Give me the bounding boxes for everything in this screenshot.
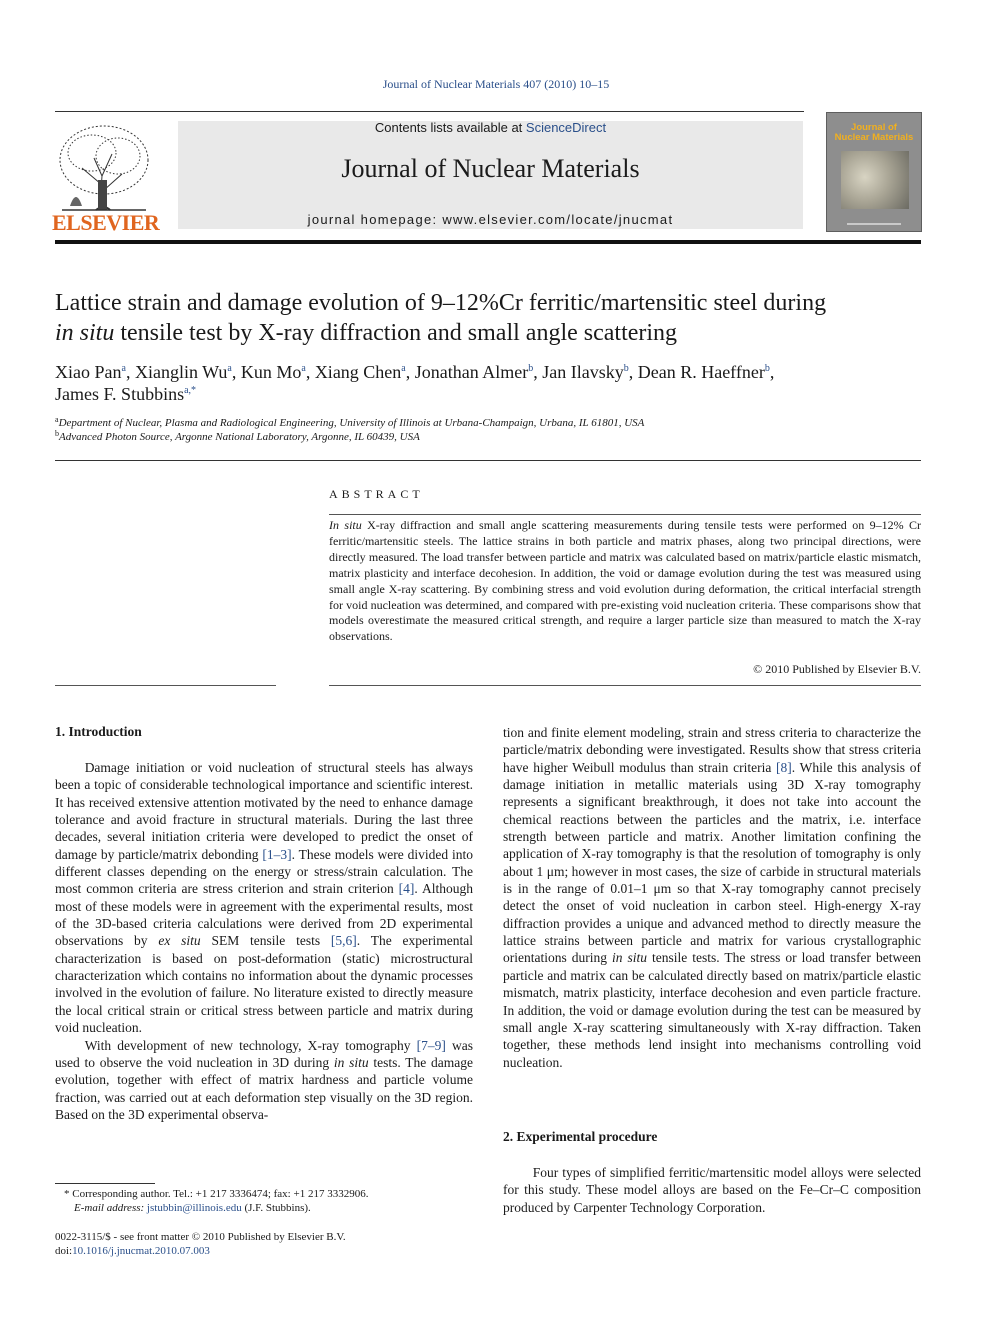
affiliation-text: Advanced Photon Source, Argonne National Laboratory, Argonne, IL 60439, USA [59, 431, 420, 443]
email-link[interactable]: jstubbin@illinois.edu [146, 1202, 242, 1214]
title-italic: in situ [55, 320, 115, 346]
paragraph [55, 1037, 473, 1124]
left-column-rule [55, 685, 276, 686]
cover-title-line1: Journal of [851, 122, 897, 133]
text-run: was used to observe the void nucleation in 3D during [55, 1037, 474, 1070]
author[interactable]: James F. Stubbins [55, 384, 185, 404]
citation-link[interactable]: [7–9] [416, 1037, 446, 1053]
journal-cover-thumbnail[interactable] [826, 112, 922, 232]
corresponding-author-footnote [55, 1187, 473, 1215]
journal-reference[interactable]: Journal of Nuclear Materials 407 (2010) 10–15 [382, 77, 610, 91]
doi-line [55, 1244, 346, 1258]
text-run: . While this analysis of damage initiation in metallic materials using 3D X-ray tomography represents a significant breakthrough, it does not take into account the chemical reactions between the particles and the matrix, i.e. interface strength between particle and matrix. Another limitation confining the application of X-ray tomography is that the resolution of tomography is only about 1 μm; however in most cases, the size of carbide in structural materials is in the range of 0.01–1 μm so that X-ray tomography cannot precisely detect the onset of void nucleation in carbon steel. High-energy X-ray diffraction provides a unique and advanced method to directly measure the lattice strains between particle and matrix for various crystallographic orientations during [503, 759, 921, 966]
abstract-body: X-ray diffraction and small angle scattering measurements during tensile tests were performed on 9–12% Cr ferritic/martensitic steels. The lattice strains in both particle and matrix phases, along two principal directions, were directly measured. The load transfer between particle and matrix was calculated based on matrix/particle elastic mismatch, matrix plasticity and interface decohesion. In addition, the void or damage evolution during the test was measured using small angle X-ray scattering. By combining stress and void evolution during deformation, the critical interfacial strength for void nucleation was determined, and compared with pre-existing void nucleation criteria. These comparisons show that models overestimate the measured critical strength, and require a larger particle size than measured to match the X-ray observations. [329, 518, 921, 644]
title-line1: Lattice strain and damage evolution of 9–12%Cr ferritic/martensitic steel during [55, 290, 827, 316]
sciencedirect-link[interactable]: ScienceDirect [525, 120, 607, 135]
author-affiliation-mark[interactable]: a,* [184, 385, 197, 396]
author-separator: , [125, 362, 135, 382]
author-affiliation-mark[interactable]: b [764, 363, 770, 374]
elsevier-wordmark: ELSEVIER [52, 210, 160, 235]
italic-term: in situ [333, 1054, 369, 1070]
text-run: . The experimental characterization is based on post-deformation (static) microstructural characterization which contains no information about the dynamic processes involved in the evolution of failure. No literature existed to directly measure the local critical strain or critical stress between particle and matrix during void nucleation. [55, 933, 474, 1036]
affiliation-label: b [55, 429, 59, 438]
author-separator: , [405, 362, 415, 382]
section-heading-experimental: 2. Experimental procedure [503, 1129, 658, 1144]
author[interactable]: Kun Mo [240, 362, 302, 382]
cover-title-line2: Nuclear Materials [834, 132, 914, 143]
footnote-line [55, 1201, 473, 1215]
text-run: tion and finite element modeling, strain and stress criteria to characterize the particle/matrix debonding were investigated. Results show that stress criteria have higher Weibull modulus than strain criteria [503, 725, 921, 775]
affiliation-a [55, 417, 921, 429]
issn-line: 0022-3115/$ - see front matter © 2010 Published by Elsevier B.V. [55, 1231, 346, 1243]
author-affiliation-mark[interactable]: b [528, 363, 534, 374]
title-line2-rest: tensile test by X-ray diffraction and small angle scattering [114, 320, 678, 346]
header-thick-rule [55, 240, 921, 244]
text-run: . These models were divided into different classes depending on the energy or stress/strain calculation. The most common criteria are stress criterion and strain criterion [55, 846, 473, 897]
affiliation-rule [55, 460, 921, 461]
issn-doi-block [55, 1230, 346, 1258]
abstract-lead-italic: In situ [329, 518, 362, 532]
experimental-text [503, 1164, 921, 1216]
introduction-continuation [503, 724, 921, 1071]
cover-micrograph-image [841, 151, 909, 209]
author[interactable]: Jan Ilavsky [542, 362, 624, 382]
author[interactable]: Dean R. Haeffner [637, 362, 765, 382]
footnote-text: Corresponding author. Tel.: +1 217 3336474; fax: +1 217 3332906. [69, 1188, 369, 1200]
author-separator: , [628, 362, 638, 382]
doi-label: doi: [55, 1245, 73, 1257]
title-line2 [55, 318, 921, 348]
contents-prefix: Contents lists available at [374, 120, 526, 135]
text-run: . Although most of these models were in agreement with the experimental results, most of the 3D-based criteria calculations were derived from 2D experimental observations by [55, 881, 473, 949]
author-affiliation-mark[interactable]: b [623, 363, 629, 374]
italic-term: in situ [611, 950, 647, 966]
section-heading-introduction: 1. Introduction [55, 724, 142, 739]
cover-publisher-strip [847, 223, 901, 225]
journal-title: Journal of Nuclear Materials [341, 154, 640, 183]
footnote-line [55, 1187, 473, 1201]
footnote-star: * [64, 1188, 70, 1200]
author-separator: , [305, 362, 315, 382]
author-separator: , [533, 362, 543, 382]
abstract-bottom-rule [329, 685, 921, 686]
affiliation-b [55, 431, 921, 443]
citation-link[interactable]: [4] [398, 881, 415, 897]
text-run: tensile tests. The stress or load transfer between particle and matrix can be calculated directly based on matrix/particle elastic mismatch, matrix plasticity, interface decohesion and even particle fracture. In addition, the void or damage evolution during the test can be measured by small angle X-ray scattering simultaneously with X-ray diffraction. Taken together, these methods lend insight into mechanisms controlling void nucleation. [503, 950, 922, 1070]
author-list [55, 361, 921, 405]
author[interactable]: Xiao Pan [55, 362, 122, 382]
text-run: Damage initiation or void nucleation of structural steels has always been a topic of considerable technological importance and scientific interest. It has received extensive attention motivated by the need to enhance damage tolerance and avoid fracture in structural materials. During the last three decades, several initiation criteria were developed to predict the onset of damage by particle/matrix debonding [55, 760, 473, 862]
contents-availability [178, 120, 803, 135]
footnote-rule [55, 1183, 155, 1184]
italic-term: ex situ [158, 933, 201, 949]
journal-homepage[interactable]: journal homepage: www.elsevier.com/locate/jnucmat [307, 212, 674, 227]
doi-link[interactable]: 10.1016/j.jnucmat.2010.07.003 [72, 1245, 210, 1257]
author[interactable]: Xianglin Wu [134, 362, 228, 382]
affiliation-label: a [55, 415, 59, 424]
citation-link[interactable]: [8] [776, 759, 792, 775]
text-run: SEM tensile tests [200, 933, 331, 949]
paragraph [503, 724, 921, 1071]
paragraph [55, 759, 473, 1037]
author[interactable]: Xiang Chen [314, 362, 402, 382]
author[interactable]: Jonathan Almer [414, 362, 529, 382]
text-run: tests. The damage evolution, together with effect of matrix hardness and particle volume fraction, was carried out at each deformation step visually on the 3D region. Based on the 3D experimental observa- [55, 1054, 473, 1122]
email-suffix: (J.F. Stubbins). [241, 1202, 311, 1214]
citation-link[interactable]: [5,6] [330, 933, 357, 949]
paragraph: Four types of simplified ferritic/martensitic model alloys were selected for this study. These model alloys are based on the Fe–Cr–C composition produced by Carpenter Technology Corporation. [503, 1165, 921, 1215]
citation-link[interactable]: [1–3] [262, 846, 292, 862]
author-affiliation-mark[interactable]: a [121, 363, 126, 374]
introduction-text [55, 759, 473, 1123]
header-top-rule [55, 111, 804, 112]
abstract-copyright: © 2010 Published by Elsevier B.V. [753, 662, 921, 676]
abstract-text [329, 518, 921, 645]
article-title [55, 288, 921, 348]
cover-title [833, 123, 915, 143]
abstract-top-rule [329, 514, 921, 515]
text-run: With development of new technology, X-ray tomography [84, 1037, 417, 1053]
affiliation-text: Department of Nuclear, Plasma and Radiological Engineering, University of Illinois at Urbana-Champaign, Urbana, IL 61801, USA [58, 417, 645, 429]
author-affiliation-mark[interactable]: a [401, 363, 406, 374]
author-affiliation-mark[interactable]: a [301, 363, 306, 374]
abstract-heading: ABSTRACT [329, 487, 424, 501]
author-separator: , [231, 362, 241, 382]
author-separator: , [769, 362, 775, 382]
author-affiliation-mark[interactable]: a [227, 363, 232, 374]
email-label: E-mail address: [74, 1202, 145, 1214]
